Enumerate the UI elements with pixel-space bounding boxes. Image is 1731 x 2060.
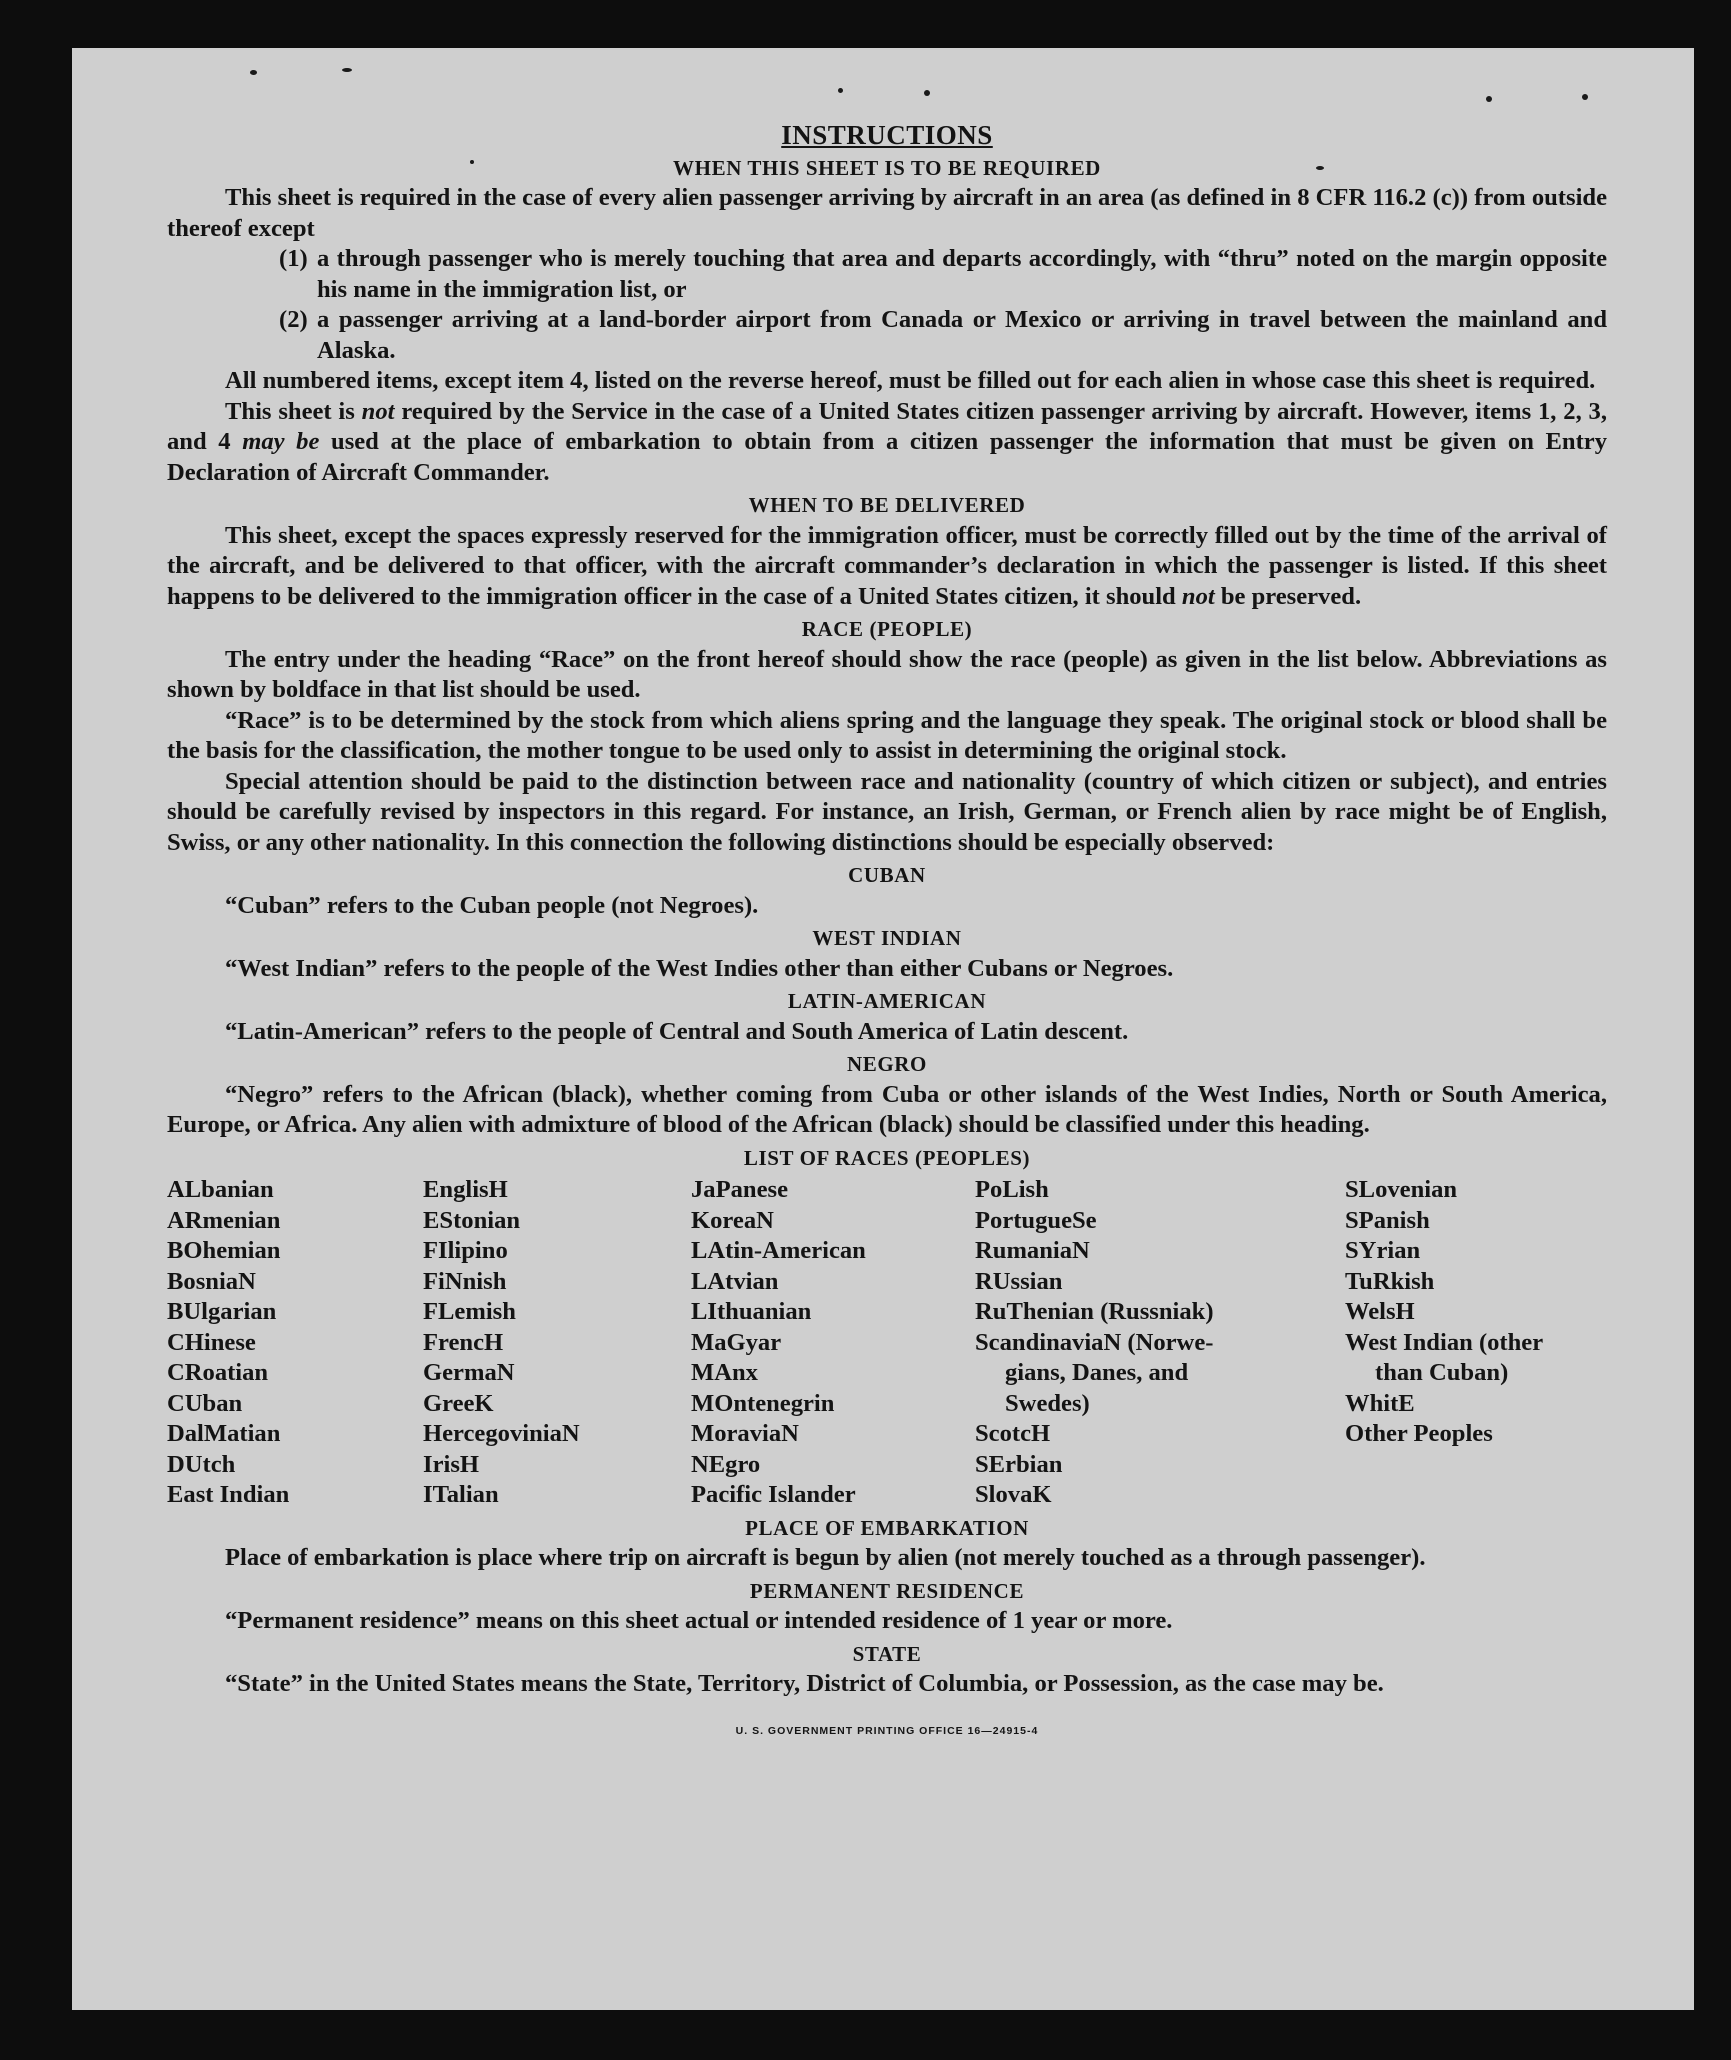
race-entry: RuThenian (Russniak) xyxy=(975,1298,1214,1325)
heading-permanent-residence: PERMANENT RESIDENCE xyxy=(749,1578,1025,1603)
printing-office-footer: U. S. GOVERNMENT PRINTING OFFICE 16—24915-4 xyxy=(735,1724,1039,1737)
race-entry: SPanish xyxy=(1345,1206,1430,1234)
race-entry: SYrian xyxy=(1345,1237,1421,1264)
paragraph-race-2: “Race” is to be determined by the stock from which aliens spring and the language they speak. The original stock or blood shall be the basis for the classification, the mother tongue to be used only to assist in determining the original stock. xyxy=(167,706,1607,764)
heading-list-of-races: LIST OF RACES (PEOPLES) xyxy=(743,1145,1031,1170)
race-entry: RUssian xyxy=(975,1267,1063,1295)
race-entry: MoraviaN xyxy=(691,1420,799,1447)
race-entry: EStonian xyxy=(423,1206,521,1234)
paragraph-negro: “Negro” refers to the African (black), whether coming from Cuba or other islands of the West Indies, North or South America, Europe, or Africa. Any alien with admixture of blood of the African (black) should be classified under this heading. xyxy=(167,1080,1607,1138)
exception-item-2 xyxy=(167,305,1607,366)
race-entry: SLovenian xyxy=(1345,1176,1458,1203)
race-entry: WhitE xyxy=(1345,1389,1415,1417)
page-title: INSTRUCTIONS xyxy=(781,120,993,150)
ink-speck xyxy=(1486,96,1492,102)
paragraph-state: “State” in the United States means the State, Territory, District of Columbia, or Possession, as the case may be. xyxy=(225,1670,1384,1697)
race-entry: TuRkish xyxy=(1345,1267,1435,1295)
heading-west-indian: WEST INDIAN xyxy=(812,926,962,950)
races-column-3 xyxy=(691,1175,975,1511)
race-entry: GermaN xyxy=(423,1359,515,1386)
heading-negro: NEGRO xyxy=(846,1052,927,1076)
race-entry: DalMatian xyxy=(167,1420,281,1447)
race-entry: ITalian xyxy=(423,1481,499,1508)
ink-speck xyxy=(1582,94,1588,100)
race-entry: BosniaN xyxy=(167,1267,256,1295)
paragraph-permanent-residence: “Permanent residence” means on this sheet actual or intended residence of 1 year or more. xyxy=(225,1607,1173,1634)
heading-embarkation: PLACE OF EMBARKATION xyxy=(745,1515,1029,1540)
race-entry: CRoatian xyxy=(167,1359,269,1386)
race-entry: ScotcH xyxy=(975,1420,1051,1447)
race-entry: WelsH xyxy=(1345,1298,1415,1325)
race-entry: SErbian xyxy=(975,1450,1063,1478)
race-entry: LAtin-American xyxy=(691,1237,866,1264)
race-entry: SlovaK xyxy=(975,1481,1052,1508)
race-entry: LAtvian xyxy=(691,1267,779,1295)
paragraph-delivered: This sheet, except the spaces expressly reserved for the immigration officer, must be correctly filled out by the time of the arrival of the aircraft, and be delivered to that officer, with the aircraft commander’s declaration in which the passenger is listed. If this sheet happens to be delivered to the immigration officer in the case of a United States citizen, it should not be preserved. xyxy=(167,521,1607,610)
race-entry: BUlgarian xyxy=(167,1298,277,1325)
race-entry: ALbanian xyxy=(167,1176,274,1203)
item-number: (1) xyxy=(279,245,308,272)
race-entry: EnglisH xyxy=(423,1176,508,1203)
paragraph-latin-american: “Latin-American” refers to the people of Central and South America of Latin descent. xyxy=(225,1017,1129,1045)
race-entry: HercegoviniaN xyxy=(423,1420,580,1447)
paragraph-numbered-items: All numbered items, except item 4, listed on the reverse hereof, must be filled out for each alien in whose case this sheet is required. xyxy=(225,367,1596,394)
item-text: a passenger arriving at a land-border airport from Canada or Mexico or arriving in travel between the mainland and Alaska. xyxy=(317,306,1607,364)
race-entry-continued: Swedes) xyxy=(1005,1389,1090,1417)
heading-state: STATE xyxy=(852,1641,922,1666)
race-entry: FiNnish xyxy=(423,1267,507,1295)
races-column-5 xyxy=(1345,1175,1607,1511)
race-entry: NEgro xyxy=(691,1450,761,1478)
race-entry: FLemish xyxy=(423,1298,516,1325)
paragraph-west-indian: “West Indian” refers to the people of the West Indies other than either Cubans or Negroes. xyxy=(225,954,1174,982)
race-entry: MOntenegrin xyxy=(691,1389,835,1417)
race-entry: BOhemian xyxy=(167,1237,281,1264)
race-entry: CHinese xyxy=(167,1328,256,1356)
heading-latin-american: LATIN-AMERICAN xyxy=(787,989,987,1013)
race-entry: RumaniaN xyxy=(975,1237,1090,1264)
races-column-1 xyxy=(167,1175,423,1511)
race-entry-continued: gians, Danes, and xyxy=(1005,1359,1189,1386)
paragraph-race-3: Special attention should be paid to the distinction between race and nationality (country of which citizen or subject), and entries should be carefully revised by inspectors in this regard. For instance, an Irish, German, or French alien by race might be of English, Swiss, or any other nationality. In this connection the following distinctions should be especially observed: xyxy=(167,767,1607,856)
ink-speck xyxy=(924,90,930,96)
instructions-content xyxy=(167,120,1607,1746)
paragraph-embarkation: Place of embarkation is place where trip on aircraft is begun by alien (not merely touched as a through passenger). xyxy=(225,1544,1426,1571)
races-list xyxy=(167,1175,1607,1511)
race-entry: IrisH xyxy=(423,1450,480,1478)
races-column-2 xyxy=(423,1175,691,1511)
race-entry: Pacific Islander xyxy=(691,1481,856,1508)
race-entry: JaPanese xyxy=(691,1176,788,1203)
paragraph-required-intro: This sheet is required in the case of every alien passenger arriving by aircraft in an area (as defined in 8 CFR 116.2 (c)) from outside thereof except xyxy=(167,184,1607,242)
race-entry: PoLish xyxy=(975,1176,1049,1203)
race-entry: PortugueSe xyxy=(975,1206,1097,1234)
race-entry: Other Peoples xyxy=(1345,1420,1493,1447)
heading-cuban: CUBAN xyxy=(848,863,926,887)
item-number: (2) xyxy=(279,306,308,333)
exception-item-1 xyxy=(167,244,1607,305)
race-entry-continued: than Cuban) xyxy=(1375,1359,1509,1386)
heading-when-delivered: WHEN TO BE DELIVERED xyxy=(748,493,1026,517)
ink-speck xyxy=(838,88,843,93)
paragraph-cuban: “Cuban” refers to the Cuban people (not Negroes). xyxy=(225,891,759,919)
race-entry: West Indian (other xyxy=(1345,1328,1544,1356)
race-entry: MaGyar xyxy=(691,1328,782,1356)
race-entry: FIlipino xyxy=(423,1237,508,1264)
ink-speck xyxy=(250,70,257,75)
race-entry: DUtch xyxy=(167,1450,236,1478)
race-entry: LIthuanian xyxy=(691,1298,812,1325)
race-entry: CUban xyxy=(167,1389,243,1417)
ink-speck xyxy=(342,68,352,72)
race-entry: FrencH xyxy=(423,1328,504,1356)
paragraph-citizen: This sheet is not required by the Service in the case of a United States citizen passenger arriving by aircraft. However, items 1, 2, 3, and 4 may be used at the place of embarkation to obtain from a citizen passenger the information that must be given on Entry Declaration of Aircraft Commander. xyxy=(167,397,1608,486)
item-text: a through passenger who is merely touching that area and departs accordingly, with “thru” noted on the margin opposite his name in the immigration list, or xyxy=(317,245,1607,303)
heading-when-required: WHEN THIS SHEET IS TO BE REQUIRED xyxy=(673,155,1101,180)
document-sheet xyxy=(72,48,1694,2010)
heading-race: RACE (PEOPLE) xyxy=(801,617,973,641)
race-entry: East Indian xyxy=(167,1481,290,1508)
races-column-4 xyxy=(975,1175,1345,1511)
race-entry: MAnx xyxy=(691,1359,758,1386)
race-entry: GreeK xyxy=(423,1389,494,1417)
race-entry: ARmenian xyxy=(167,1206,281,1234)
race-entry: ScandinaviaN (Norwe- xyxy=(975,1328,1214,1356)
paragraph-race-1: The entry under the heading “Race” on the front hereof should show the race (people) as given in the list below. Abbreviations as shown by boldface in that list should be used. xyxy=(167,645,1607,703)
race-entry: KoreaN xyxy=(691,1206,774,1234)
